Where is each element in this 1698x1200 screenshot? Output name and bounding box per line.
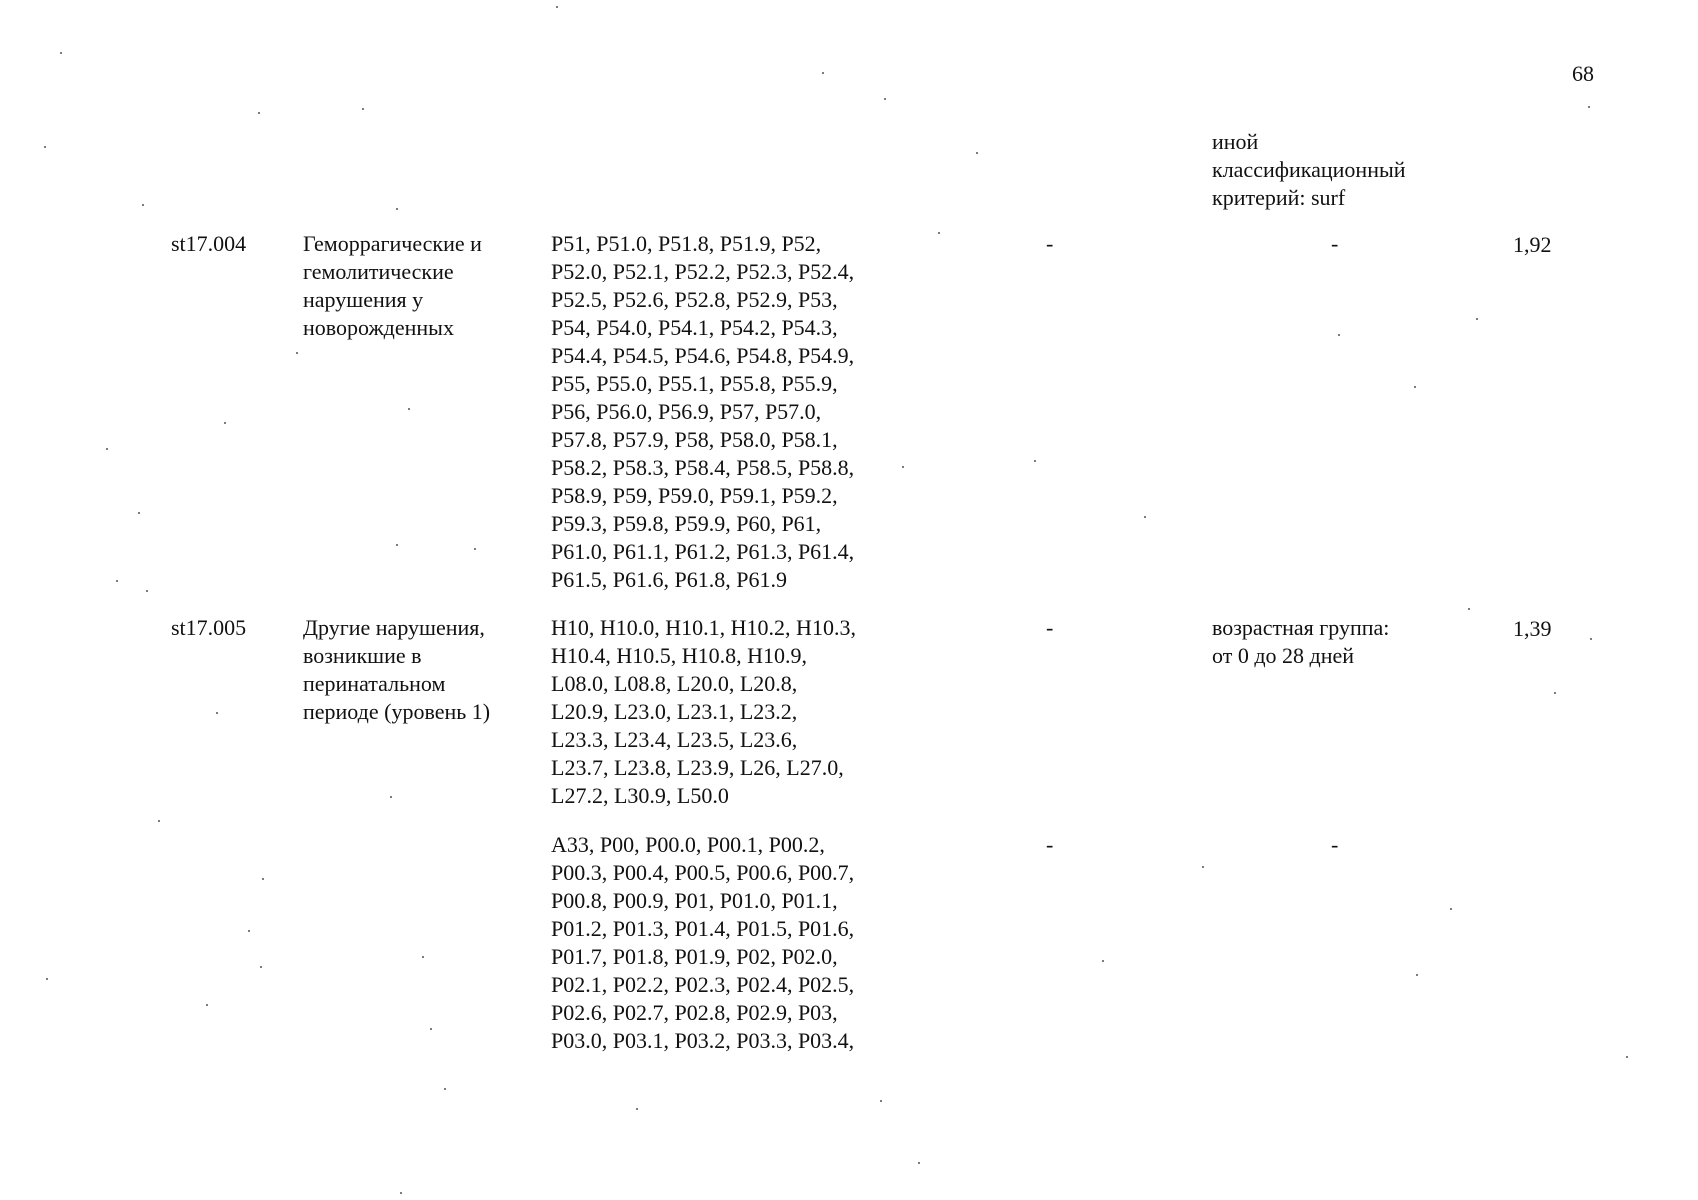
row-criterion: - <box>1331 231 1339 256</box>
row-name: Геморрагические и гемолитические нарушения у новорожденных <box>303 231 482 340</box>
row-criterion: возрастная группа: от 0 до 28 дней <box>1212 615 1390 668</box>
row-services: - <box>1046 615 1054 640</box>
row-coefficient: 1,39 <box>1513 616 1552 641</box>
carryover-criterion: иной классификационный критерий: surf <box>1212 129 1406 210</box>
row-code: st17.004 <box>171 231 247 256</box>
row-services: - <box>1046 832 1054 857</box>
row-name: Другие нарушения, возникшие в перинатальном периоде (уровень 1) <box>303 615 491 724</box>
row-diagnoses: P51, P51.0, P51.8, P51.9, P52, P52.0, P52.1, P52.2, P52.3, P52.4, P52.5, P52.6, P52.8, P52.9, P53, P54, P54.0, P54.1, P54.2, P54.3, P54.4, P54.5, P54.6, P54.8, P54.9, P55, P55.0, P55.1, P55.8, P55.9, P56, P56.0, P56.9, P57, P57.0, P57.8, P57.9, P58, P58.0, P58.1, P58.2, P58.3, P58.4, P58.5, P58.8, P58.9, P59, P59.0, P59.1, P59.2, P59.3, P59.8, P59.9, P60, P61, P61.0, P61.1, P61.2, P61.3, P61.4, P61.5, P61.6, P61.8, P61.9 <box>551 231 855 592</box>
row-services: - <box>1046 231 1054 256</box>
row-code: st17.005 <box>171 615 247 640</box>
row-criterion: - <box>1331 832 1339 857</box>
row-diagnoses: H10, H10.0, H10.1, H10.2, H10.3, H10.4, H10.5, H10.8, H10.9, L08.0, L08.8, L20.0, L20.8, L20.9, L23.0, L23.1, L23.2, L23.3, L23.4, L23.5, L23.6, L23.7, L23.8, L23.9, L26, L27.0, L27.2, L30.9, L50.0 <box>551 615 856 808</box>
page-number: 68 <box>1572 61 1594 86</box>
row-diagnoses: A33, P00, P00.0, P00.1, P00.2, P00.3, P00.4, P00.5, P00.6, P00.7, P00.8, P00.9, P01, P01.0, P01.1, P01.2, P01.3, P01.4, P01.5, P01.6, P01.7, P01.8, P01.9, P02, P02.0, P02.1, P02.2, P02.3, P02.4, P02.5, P02.6, P02.7, P02.8, P02.9, P03, P03.0, P03.1, P03.2, P03.3, P03.4, <box>551 832 855 1053</box>
row-coefficient: 1,92 <box>1513 232 1552 257</box>
